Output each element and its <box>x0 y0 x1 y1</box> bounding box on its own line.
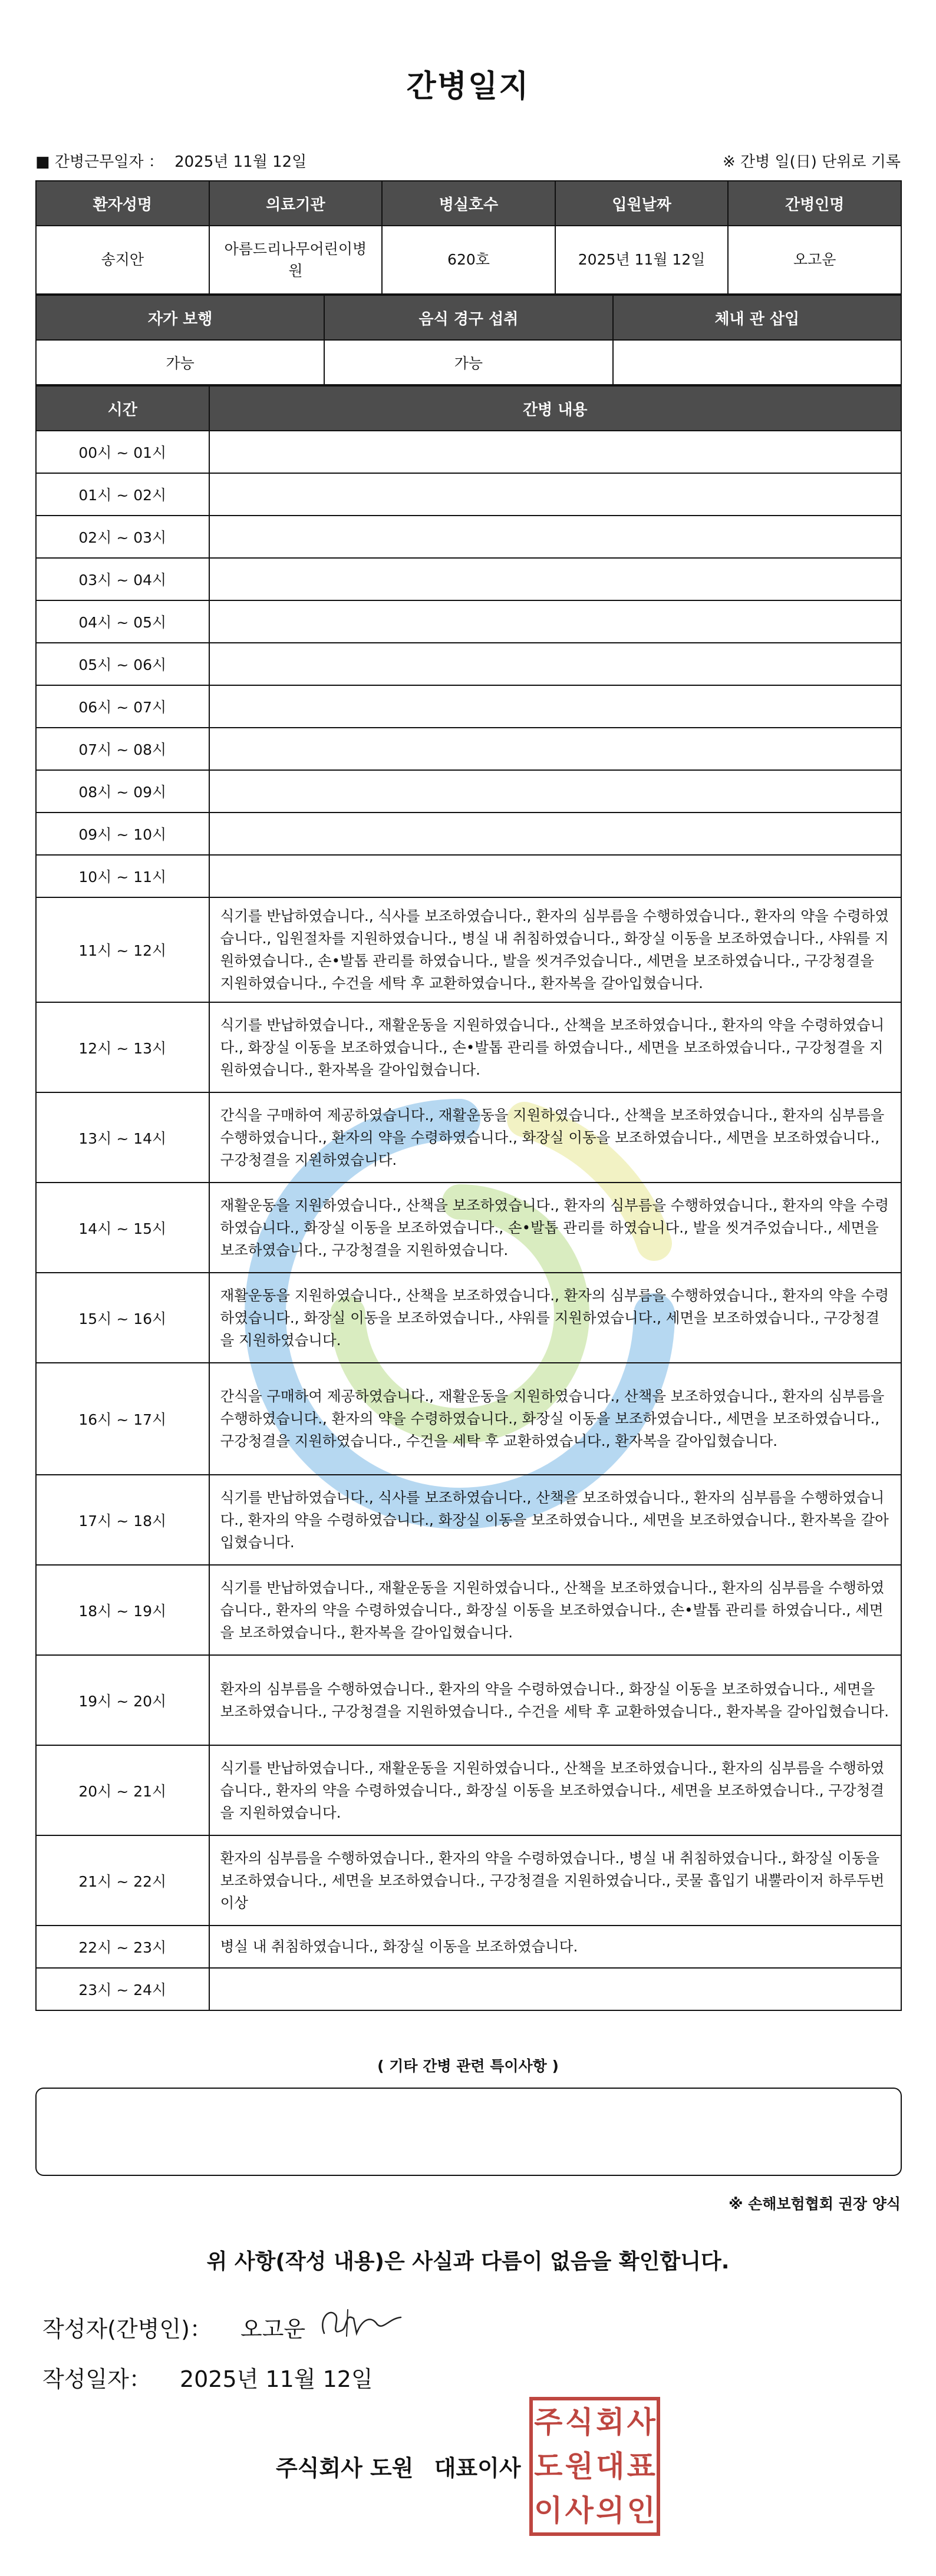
writer-label: 작성자(간병인)： <box>42 2316 212 2342</box>
care-log-time: 15시 ~ 16시 <box>36 1273 209 1363</box>
care-log-time: 10시 ~ 11시 <box>36 855 209 897</box>
care-log-content <box>209 643 901 685</box>
care-log-row <box>36 813 901 855</box>
seal-character: 의 <box>596 2492 625 2528</box>
seal-character: 주 <box>534 2405 563 2440</box>
hospital-name: 아름드리나무어린이병원 <box>209 226 383 294</box>
company-seal-icon <box>529 2397 660 2536</box>
header-caregiver: 간병인명 <box>728 181 901 226</box>
care-log-row <box>36 558 901 600</box>
care-log-time: 06시 ~ 07시 <box>36 685 209 728</box>
header-hospital: 의료기관 <box>209 181 383 226</box>
seal-character: 도 <box>534 2448 563 2483</box>
company-name: 주식회사 도원 <box>276 2455 414 2481</box>
self-walking-value: 가능 <box>36 340 324 385</box>
care-log-row <box>36 685 901 728</box>
care-log-row <box>36 1745 901 1835</box>
record-unit-note: ※ 간병 일(日) 단위로 기록 <box>722 153 901 171</box>
care-log-time: 21시 ~ 22시 <box>36 1835 209 1926</box>
care-log-row <box>36 600 901 643</box>
seal-character: 표 <box>627 2448 655 2483</box>
care-log-time: 01시 ~ 02시 <box>36 473 209 516</box>
care-log-content: 식기를 반납하였습니다., 식사를 보조하였습니다., 산책을 보조하였습니다., 환자의 심부름을 수행하였습니다., 환자의 약을 수령하였습니다., 화장실 이동을 보조하였습니다., 세면을 보조하였습니다., 환자복을 갈아입혔습니다. <box>209 1475 901 1565</box>
care-log-row <box>36 1183 901 1273</box>
care-log-time: 04시 ~ 05시 <box>36 600 209 643</box>
care-log-header-row <box>36 386 901 431</box>
seal-character: 인 <box>627 2492 655 2528</box>
care-log-content <box>209 1968 901 2010</box>
care-log-content: 환자의 심부름을 수행하였습니다., 환자의 약을 수령하였습니다., 병실 내 취침하였습니다., 화장실 이동을 보조하였습니다., 세면을 보조하였습니다., 구강청결을 지원하였습니다., 콧물 흡입기 내뿔라이저 하루두번 이상 <box>209 1835 901 1926</box>
work-date <box>35 150 306 171</box>
care-log-time: 05시 ~ 06시 <box>36 643 209 685</box>
seal-character: 식 <box>565 2405 594 2440</box>
care-log-content <box>209 728 901 770</box>
remarks-title: ( 기타 간병 관련 특이사항 ) <box>377 2058 559 2075</box>
remarks-box <box>35 2088 902 2176</box>
care-log-time: 23시 ~ 24시 <box>36 1968 209 2010</box>
header-oral-intake: 음식 경구 섭취 <box>324 295 612 340</box>
care-log-row <box>36 1273 901 1363</box>
care-log-time: 09시 ~ 10시 <box>36 813 209 855</box>
patient-status-table <box>35 295 902 385</box>
care-log-time: 17시 ~ 18시 <box>36 1475 209 1565</box>
care-log-content: 병실 내 취침하였습니다., 화장실 이동을 보조하였습니다. <box>209 1926 901 1968</box>
header-patient-name: 환자성명 <box>36 181 209 226</box>
tube-insertion-value <box>613 340 901 385</box>
writing-date-line <box>42 2361 373 2393</box>
work-date-label: ■ 간병근무일자 ： <box>35 153 164 171</box>
care-log-content: 재활운동을 지원하였습니다., 산책을 보조하였습니다., 환자의 심부름을 수행하였습니다., 환자의 약을 수령하였습니다., 화장실 이동을 보조하였습니다., 샤워를 지원하였습니다., 세면을 보조하였습니다., 구강청결을 지원하였습니다. <box>209 1273 901 1363</box>
care-log-content: 간식을 구매하여 제공하였습니다., 재활운동을 지원하였습니다., 산책을 보조하였습니다., 환자의 심부름을 수행하였습니다., 환자의 약을 수령하였습니다., 화장실 이동을 보조하였습니다., 세면을 보조하였습니다., 구강청결을 지원하였습니다., 수건을 세탁 후 교환하였습니다., 환자복을 갈아입혔습니다. <box>209 1363 901 1475</box>
seal-character: 회 <box>596 2405 625 2440</box>
care-log-row <box>36 728 901 770</box>
care-log-row <box>36 1092 901 1183</box>
patient-name: 송지안 <box>36 226 209 294</box>
care-log-time: 03시 ~ 04시 <box>36 558 209 600</box>
confirmation-statement: 위 사항(작성 내용)은 사실과 다름이 없음을 확인합니다. <box>206 2250 730 2274</box>
seal-character: 사 <box>627 2405 655 2440</box>
care-log-content: 식기를 반납하였습니다., 식사를 보조하였습니다., 환자의 심부름을 수행하였습니다., 환자의 약을 수령하였습니다., 입원절차를 지원하였습니다., 병실 내 취침하였습니다., 화장실 이동을 보조하였습니다., 샤워를 지원하였습니다., 손•발톱 관리를 하였습니다., 발을 씻겨주었습니다., 세면을 보조하였습니다., 구강청결을 지원하였습니다., 수건을 세탁 후 교환하였습니다., 환자복을 갈아입혔습니다. <box>209 897 901 1002</box>
care-log-content <box>209 855 901 897</box>
seal-character: 원 <box>565 2448 594 2483</box>
care-log-row <box>36 1926 901 1968</box>
care-log-time: 11시 ~ 12시 <box>36 897 209 1002</box>
patient-info-table <box>35 180 902 295</box>
patient-status-value-row <box>36 340 901 385</box>
care-log-time: 12시 ~ 13시 <box>36 1002 209 1092</box>
writer-name: 오고운 <box>240 2316 306 2342</box>
meta-row <box>35 150 901 173</box>
caregiver-name: 오고운 <box>728 226 901 294</box>
care-log-time: 18시 ~ 19시 <box>36 1565 209 1655</box>
seal-character: 대 <box>596 2448 625 2483</box>
seal-character: 사 <box>565 2492 594 2528</box>
care-log-content: 환자의 심부름을 수행하였습니다., 환자의 약을 수령하였습니다., 화장실 이동을 보조하였습니다., 세면을 보조하였습니다., 구강청결을 지원하였습니다., 수건을 세탁 후 교환하였습니다., 환자복을 갈아입혔습니다. <box>209 1655 901 1745</box>
care-log-content <box>209 558 901 600</box>
care-log-row <box>36 1835 901 1926</box>
care-log-content <box>209 770 901 813</box>
care-log-row <box>36 473 901 516</box>
care-log-row <box>36 1565 901 1655</box>
header-tube-insertion: 체내 관 삽입 <box>613 295 901 340</box>
care-log-content <box>209 473 901 516</box>
care-log-content: 식기를 반납하였습니다., 재활운동을 지원하였습니다., 산책을 보조하였습니다., 환자의 약을 수령하였습니다., 화장실 이동을 보조하였습니다., 손•발톱 관리를 하였습니다., 세면을 보조하였습니다., 구강청결을 지원하였습니다., 환자복을 갈아입혔습니다. <box>209 1002 901 1092</box>
care-log-row <box>36 897 901 1002</box>
care-log-time: 20시 ~ 21시 <box>36 1745 209 1835</box>
writing-date-value: 2025년 11월 12일 <box>179 2366 373 2392</box>
care-log-content <box>209 813 901 855</box>
care-log-time: 22시 ~ 23시 <box>36 1926 209 1968</box>
recommendation-note: ※ 손해보험협회 권장 양식 <box>729 2195 901 2212</box>
care-log-time: 19시 ~ 20시 <box>36 1655 209 1745</box>
care-log-content: 식기를 반납하였습니다., 재활운동을 지원하였습니다., 산책을 보조하였습니다., 환자의 심부름을 수행하였습니다., 환자의 약을 수령하였습니다., 화장실 이동을 보조하였습니다., 손•발톱 관리를 하였습니다., 세면을 보조하였습니다., 환자복을 갈아입혔습니다. <box>209 1565 901 1655</box>
admission-date: 2025년 11월 12일 <box>555 226 729 294</box>
signature-icon <box>312 2301 407 2348</box>
seal-character: 이 <box>534 2492 563 2528</box>
care-log-time: 14시 ~ 15시 <box>36 1183 209 1273</box>
header-care-content: 간병 내용 <box>209 386 901 431</box>
care-log-content: 식기를 반납하였습니다., 재활운동을 지원하였습니다., 산책을 보조하였습니다., 환자의 심부름을 수행하였습니다., 환자의 약을 수령하였습니다., 화장실 이동을 보조하였습니다., 세면을 보조하였습니다., 구강청결을 지원하였습니다. <box>209 1745 901 1835</box>
writer-line <box>42 2311 305 2343</box>
care-log-row <box>36 855 901 897</box>
patient-info-value-row <box>36 226 901 294</box>
care-log-table <box>35 385 902 2011</box>
patient-info-header-row <box>36 181 901 226</box>
writing-date-label: 작성일자： <box>42 2366 151 2392</box>
care-log-time: 13시 ~ 14시 <box>36 1092 209 1183</box>
care-log-time: 00시 ~ 01시 <box>36 431 209 473</box>
header-room: 병실호수 <box>382 181 555 226</box>
representative-title: 대표이사 <box>434 2455 521 2481</box>
care-log-content <box>209 685 901 728</box>
room-number: 620호 <box>382 226 555 294</box>
care-log-body <box>36 431 901 2010</box>
care-log-row <box>36 1002 901 1092</box>
care-log-row <box>36 770 901 813</box>
company-line <box>276 2450 521 2482</box>
care-log-row <box>36 516 901 558</box>
care-log-time: 16시 ~ 17시 <box>36 1363 209 1475</box>
care-log-time: 02시 ~ 03시 <box>36 516 209 558</box>
care-log-time: 07시 ~ 08시 <box>36 728 209 770</box>
header-self-walking: 자가 보행 <box>36 295 324 340</box>
care-log-content <box>209 516 901 558</box>
care-log-row <box>36 1655 901 1745</box>
care-log-content: 간식을 구매하여 제공하였습니다., 재활운동을 지원하였습니다., 산책을 보조하였습니다., 환자의 심부름을 수행하였습니다., 환자의 약을 수령하였습니다., 화장실 이동을 보조하였습니다., 세면을 보조하였습니다., 구강청결을 지원하였습니다. <box>209 1092 901 1183</box>
care-log-content: 재활운동을 지원하였습니다., 산책을 보조하였습니다., 환자의 심부름을 수행하였습니다., 환자의 약을 수령하였습니다., 화장실 이동을 보조하였습니다., 손•발톱 관리를 하였습니다., 발을 씻겨주었습니다., 세면을 보조하였습니다., 구강청결을 지원하였습니다. <box>209 1183 901 1273</box>
care-log-row <box>36 431 901 473</box>
care-log-content <box>209 431 901 473</box>
header-time: 시간 <box>36 386 209 431</box>
oral-intake-value: 가능 <box>324 340 612 385</box>
care-log-row <box>36 1363 901 1475</box>
work-date-value: 2025년 11월 12일 <box>174 153 307 171</box>
care-log-time: 08시 ~ 09시 <box>36 770 209 813</box>
care-log-row <box>36 1968 901 2010</box>
care-log-row <box>36 1475 901 1565</box>
header-admission-date: 입원날짜 <box>555 181 729 226</box>
document-title: 간병일지 <box>406 69 530 104</box>
patient-status-header-row <box>36 295 901 340</box>
care-log-content <box>209 600 901 643</box>
care-log-row <box>36 643 901 685</box>
